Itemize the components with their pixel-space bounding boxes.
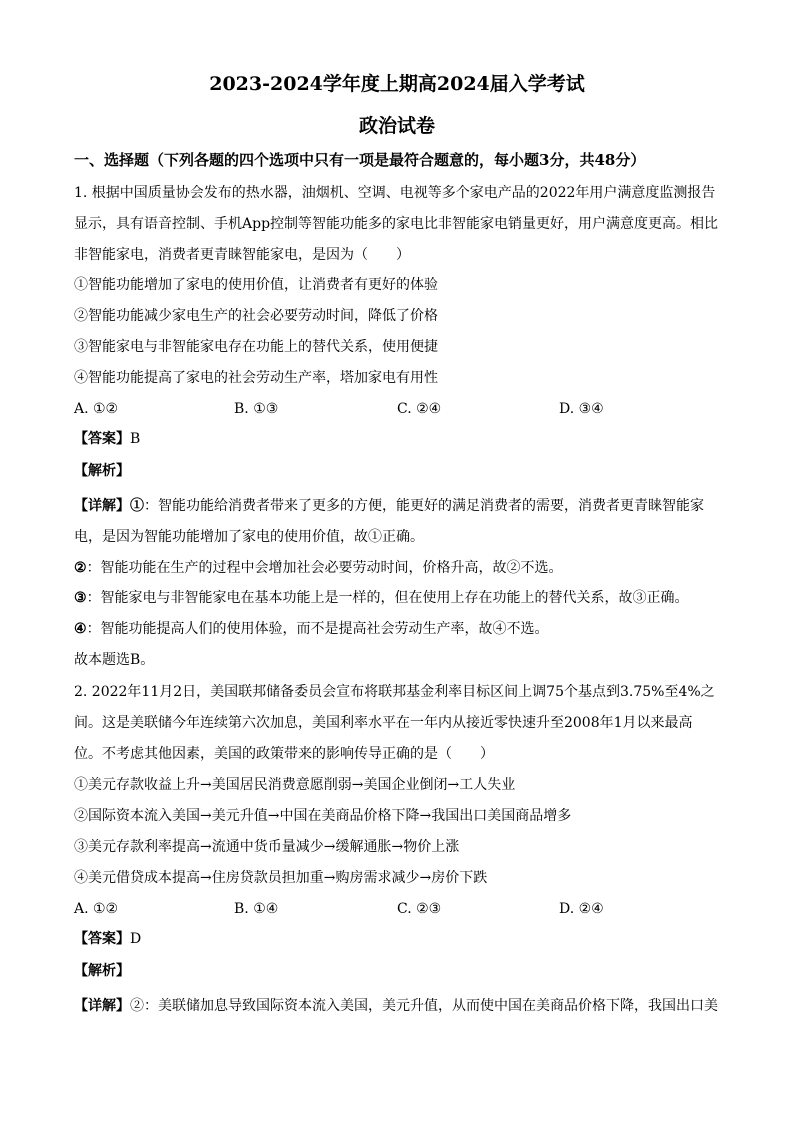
q1-detail-mark-4: ③	[74, 590, 87, 606]
q1-detail-line-4	[74, 588, 724, 608]
q1-answer-label: 【答案】	[74, 431, 130, 447]
q2-option-a: A. ①②	[74, 901, 119, 917]
exam-subject: 政治试卷	[358, 115, 435, 137]
q1-detail-label: 【详解】	[74, 498, 130, 514]
q1-detail-line-5	[74, 619, 724, 639]
q1-answer-value: B	[130, 431, 141, 447]
q1-item-1: ①智能功能增加了家电的使用价值，让消费者有更好的体验	[74, 277, 438, 293]
q1-item-4: ④智能功能提高了家电的社会劳动生产率，塔加家电有用性	[74, 370, 438, 386]
q1-detail-text-4: ：智能家电与非智能家电在基本功能上是一样的，但在使用上存在功能上的替代关系，故③正确。	[86, 590, 689, 606]
q1-detail-line-1	[74, 496, 724, 516]
exam-title: 2023-2024学年度上期高2024届入学考试	[209, 73, 585, 95]
q2-detail-text: ②：美联储加息导致国际资本流入美国，美元升值，从而使中国在美商品价格下降，我国出口美	[130, 998, 718, 1014]
q1-detail-line-2	[74, 527, 724, 547]
q1-detail-text-2: 电，是因为智能功能增加了家电的使用价值，故①正确。	[74, 529, 424, 545]
q1-stem-line-1: 1. 根据中国质量协会发布的热水器，油烟机、空调、电视等多个家电产品的2022年用户满意度监测报告	[74, 185, 716, 201]
q2-stem-line-3: 位。不考虑其他因素，美国的政策带来的影响传导正确的是（ ）	[74, 746, 494, 762]
q1-analysis-label: 【解析】	[74, 463, 130, 479]
q1-conclusion: 故本题选B。	[74, 652, 155, 668]
q2-option-c: C. ②③	[397, 901, 442, 917]
q1-option-d: D. ③④	[559, 401, 604, 417]
q2-answer-value: D	[130, 931, 142, 947]
q1-option-a: A. ①②	[74, 401, 119, 417]
q1-detail-text-5: ：智能功能提高人们的使用体验，而不是提高社会劳动生产率，故④不选。	[86, 621, 549, 637]
q2-option-b: B. ①④	[234, 901, 279, 917]
q2-stem-line-2: 间。这是美联储今年连续第六次加息，美国利率水平在一年内从接近零快速升至2008年1月以来最高	[74, 715, 693, 731]
q1-detail-mark-3: ②	[74, 560, 87, 576]
q2-item-3: ③美元存款利率提高→流通中货币量减少→缓解通胀→物价上涨	[74, 839, 460, 855]
q2-answer-label: 【答案】	[74, 931, 130, 947]
q1-detail-mark-1: ①	[130, 498, 144, 514]
q2-answer	[74, 929, 724, 949]
q1-detail-mark-5: ④	[74, 621, 87, 637]
q2-item-1: ①美元存款收益上升→美国居民消费意愿削弱→美国企业倒闭→工人失业	[74, 777, 516, 793]
q1-detail-text-1: ：智能功能给消费者带来了更多的方便，能更好的满足消费者的需要，消费者更青睐智能家	[144, 498, 704, 514]
q2-item-2: ②国际资本流入美国→美元升值→中国在美商品价格下降→我国出口美国商品增多	[74, 808, 572, 824]
q2-analysis-label: 【解析】	[74, 963, 130, 979]
q1-detail-line-3	[74, 558, 724, 578]
q1-answer	[74, 429, 724, 449]
q1-stem-line-2: 显示，具有语音控制、手机App控制等智能功能多的家电比非智能家电销量更好，用户满意度更高。相比	[74, 216, 719, 232]
q2-stem-line-1: 2. 2022年11月2日，美国联邦储备委员会宣布将联邦基金利率目标区间上调75个基点到3.75%至4%之	[74, 684, 715, 700]
q1-stem-line-3: 非智能家电，消费者更青睐智能家电，是因为（ ）	[74, 247, 410, 263]
q1-detail-text-3: ：智能功能在生产的过程中会增加社会必要劳动时间，价格升高，故②不选。	[86, 560, 563, 576]
q2-detail-line-1	[74, 996, 724, 1016]
q1-option-c: C. ②④	[397, 401, 442, 417]
section-heading: 一、选择题（下列各题的四个选项中只有一项是最符合题意的，每小题3分，共48分）	[74, 151, 646, 169]
q2-detail-label: 【详解】	[74, 998, 130, 1014]
q1-item-2: ②智能功能减少家电生产的社会必要劳动时间，降低了价格	[74, 308, 438, 324]
q2-item-4: ④美元借贷成本提高→住房贷款员担加重→购房需求减少→房价下跌	[74, 870, 488, 886]
q1-item-3: ③智能家电与非智能家电存在功能上的替代关系，使用便捷	[74, 339, 438, 355]
q2-option-d: D. ②④	[559, 901, 604, 917]
q1-option-b: B. ①③	[234, 401, 279, 417]
